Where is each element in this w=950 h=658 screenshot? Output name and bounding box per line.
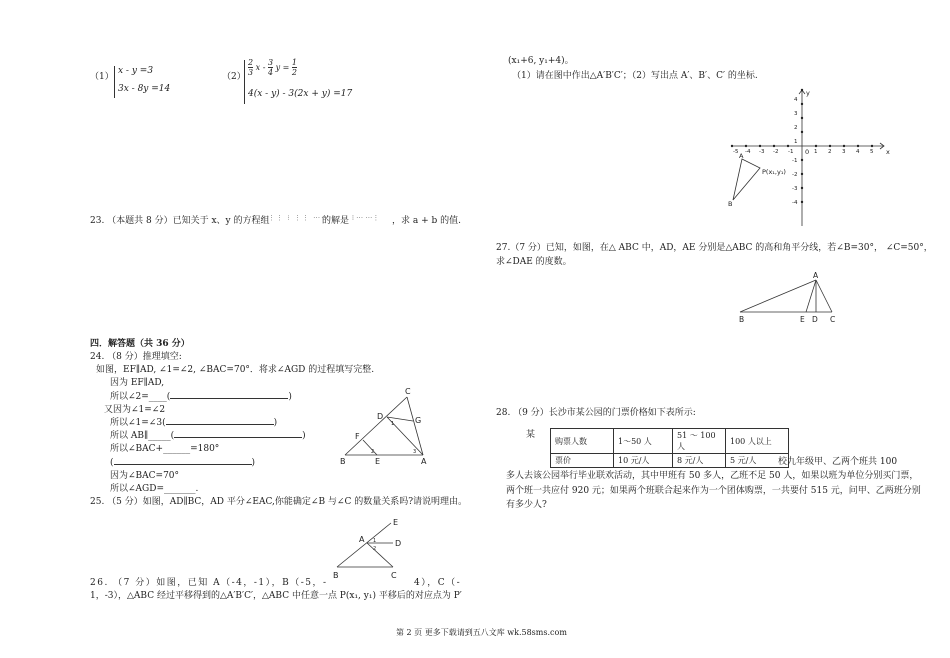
- y-tick-label: -1: [792, 158, 798, 164]
- q24-line9: 所以∠AGD=_______.: [110, 484, 199, 494]
- q24-line8: 因为∠BAC=70°: [110, 471, 180, 481]
- eq2-brace: [244, 60, 245, 104]
- x-tick-mark: [815, 145, 817, 147]
- table-cell: 1～50 人: [614, 429, 673, 454]
- q25-label-b: B: [333, 571, 339, 580]
- x-tick-label: -3: [759, 149, 765, 155]
- q24-intro: 如图，EF∥AD, ∠1=∠2, ∠BAC=70°．将求∠AGD 的过程填写完整.: [96, 365, 375, 375]
- q28-line1: 多人去该公园举行毕业联欢活动，其中甲班有 50 多人，乙班不足 50 人，如果以班为单位分别买门票，: [506, 471, 919, 481]
- q26-cont-line2: （1）请在图中作出△A′B′C′；（2）写出点 A′、B′、C′ 的坐标.: [512, 71, 758, 81]
- q23-tail: 的解是: [322, 216, 350, 226]
- point-a-label: A: [739, 152, 744, 160]
- table-cell: 10 元/人: [614, 454, 673, 468]
- x-tick-label: 2: [828, 149, 832, 155]
- q24-line3: 又因为∠1=∠2: [104, 405, 166, 415]
- q27-line2: 求∠DAE 的度数。: [496, 257, 572, 267]
- q25-angle-2: 2: [373, 546, 377, 552]
- eq1-line2: 3x - 8y =14: [118, 84, 171, 94]
- q24-line7: ( ): [110, 458, 256, 468]
- point-b-label: B: [728, 200, 733, 208]
- x-tick-mark: [731, 145, 733, 147]
- y-tick-label: 3: [794, 111, 798, 117]
- table-row: [551, 454, 789, 468]
- y-tick-label: 2: [794, 125, 798, 131]
- y-tick-label: -3: [792, 186, 798, 192]
- x-tick-mark: [829, 145, 831, 147]
- table-cell: 票价: [551, 454, 614, 468]
- table-row: [551, 429, 789, 454]
- x-tick-label: 5: [870, 149, 874, 155]
- q24-line6: 所以∠BAC+______=180°: [110, 444, 220, 454]
- y-tick-mark: [801, 159, 803, 161]
- q27-label-d: D: [812, 315, 818, 324]
- y-tick-mark: [801, 173, 803, 175]
- table-cell: 100 人以上: [726, 429, 789, 454]
- q24-label-f: F: [355, 432, 360, 441]
- q25-label-e: E: [393, 518, 399, 527]
- table-cell: 购票人数: [551, 429, 614, 454]
- q23-solution-glyph: ⁞ ⋯ ⋯⋮: [352, 214, 380, 222]
- y-tick-mark: [801, 103, 803, 105]
- x-tick-mark: [745, 145, 747, 147]
- q28-mou: 某: [526, 430, 536, 440]
- point-p-label: P(x₁,y₁): [762, 168, 786, 176]
- ticket-price-table: [550, 428, 789, 468]
- q27-label-b: B: [739, 315, 745, 324]
- x-tick-mark: [857, 145, 859, 147]
- q25-label-a: A: [359, 535, 365, 544]
- eq2-line2: 4(x - y) - 3(2x + y) =17: [248, 89, 353, 99]
- q26-line1a: 26. （7 分）如图，已知 A（-4，-1），B（-5，-: [90, 578, 328, 588]
- q26-line1b: 4），C（-: [414, 578, 462, 588]
- eq1-brace: [114, 66, 115, 98]
- q24-line5: 所以 AB∥_____( ): [110, 431, 306, 441]
- q24-label-a: A: [421, 457, 427, 466]
- q23-system-glyph: ⁞ ⋮⋮ ⁝ ⋮⋮ ⋯⋯: [262, 214, 330, 222]
- q24-title: 24. （8 分）推理填空:: [90, 352, 182, 362]
- coordinate-grid: [722, 86, 892, 231]
- q24-angle-1: 1: [391, 421, 395, 427]
- axis-y-label: y: [806, 89, 810, 97]
- y-tick-label: -4: [792, 200, 798, 206]
- q24-angle-3: 3: [413, 449, 417, 455]
- eq2-line1: $\frac{2}{3}$ x - $\frac{3}{4}$ $y = \frac{1}{2}$: [248, 58, 297, 77]
- q26-cont-line1: (x₁+6, y₁+4)。: [508, 56, 574, 66]
- x-tick-mark: [773, 145, 775, 147]
- q25-label-c: C: [391, 571, 397, 580]
- x-tick-mark: [843, 145, 845, 147]
- q23-ask: ，求 a + b 的值.: [392, 216, 461, 226]
- q24-line1: 因为 EF∥AD,: [110, 378, 165, 388]
- x-tick-label: -5: [733, 149, 739, 155]
- eq2-label: （2）: [222, 72, 246, 82]
- x-tick-mark: [759, 145, 761, 147]
- y-tick-mark: [801, 89, 803, 91]
- q26-line2: 1，-3），△ABC 经过平移得到的△A′B′C′，△ABC 中任意一点 P(x₁, y₁) 平移后的对应点为 P′: [90, 591, 462, 601]
- q24-line4: 所以∠1=∠3( ): [110, 418, 278, 428]
- y-tick-mark: [801, 187, 803, 189]
- q28-line2: 两个班一共应付 920 元；如果两个班联合起来作为一个团体购票，一共要付 515 元，问甲、乙两班分别: [506, 486, 921, 496]
- section-title: 四．解答题（共 36 分）: [90, 339, 190, 349]
- eq1-label: （1）: [90, 72, 114, 82]
- q27-line1: 27.（7 分）已知，如图，在△ ABC 中，AD，AE 分别是△ABC 的高和角平分线，若∠B=30°， ∠C=50°，: [496, 243, 933, 253]
- q24-label-b: B: [340, 457, 346, 466]
- y-tick-mark: [801, 131, 803, 133]
- q28-title: 28. （9 分）长沙市某公园的门票价格如下表所示:: [496, 408, 696, 418]
- x-tick-label: 4: [856, 149, 860, 155]
- q24-figure: [335, 385, 435, 470]
- y-tick-label: 1: [794, 139, 798, 145]
- q24-label-c: C: [405, 387, 411, 396]
- table-cell: 5 元/人: [726, 454, 789, 468]
- table-cell: 51 ～ 100 人: [673, 429, 726, 454]
- q27-figure: [734, 270, 844, 326]
- origin-label: 0: [805, 148, 810, 156]
- x-tick-label: -1: [788, 149, 794, 155]
- eq1-line1: x - y =3: [118, 66, 154, 76]
- q25-text: 25. （5 分）如图，AD∥BC，AD 平分∠EAC,你能确定∠B 与∠C 的数量关系吗?请说明理由。: [90, 497, 468, 507]
- q24-label-g: G: [415, 416, 422, 425]
- y-tick-label: 4: [794, 97, 798, 103]
- q24-label-d: D: [377, 412, 384, 421]
- table-cell: 8 元/人: [673, 454, 726, 468]
- y-tick-label: -2: [792, 172, 798, 178]
- y-tick-mark: [801, 201, 803, 203]
- q25-label-d: D: [395, 539, 402, 548]
- q23-text: 23. （本题共 8 分）已知关于 x、y 的方程组: [90, 216, 270, 226]
- q25-angle-1: 1: [373, 538, 377, 544]
- y-tick-mark: [801, 117, 803, 119]
- q28-line3: 有多少人?: [506, 500, 547, 510]
- axis-x-label: x: [886, 148, 890, 156]
- q28-tail: 校九年级甲、乙两个班共 100: [778, 457, 898, 467]
- q24-angle-2: 2: [371, 449, 375, 455]
- q27-label-e: E: [800, 315, 805, 324]
- q24-line2: 所以∠2=____( ): [110, 392, 292, 402]
- page-footer: 第 2 页 更多下载请到五八文库 wk.58sms.com: [396, 628, 567, 637]
- x-tick-label: -4: [745, 149, 751, 155]
- q24-label-e: E: [375, 457, 381, 466]
- x-tick-mark: [787, 145, 789, 147]
- q27-label-a: A: [813, 271, 819, 280]
- x-tick-label: -2: [773, 149, 779, 155]
- x-tick-mark: [871, 145, 873, 147]
- q25-figure: [325, 515, 410, 583]
- x-tick-label: 1: [814, 149, 818, 155]
- q27-label-c: C: [830, 315, 836, 324]
- x-tick-label: 3: [842, 149, 846, 155]
